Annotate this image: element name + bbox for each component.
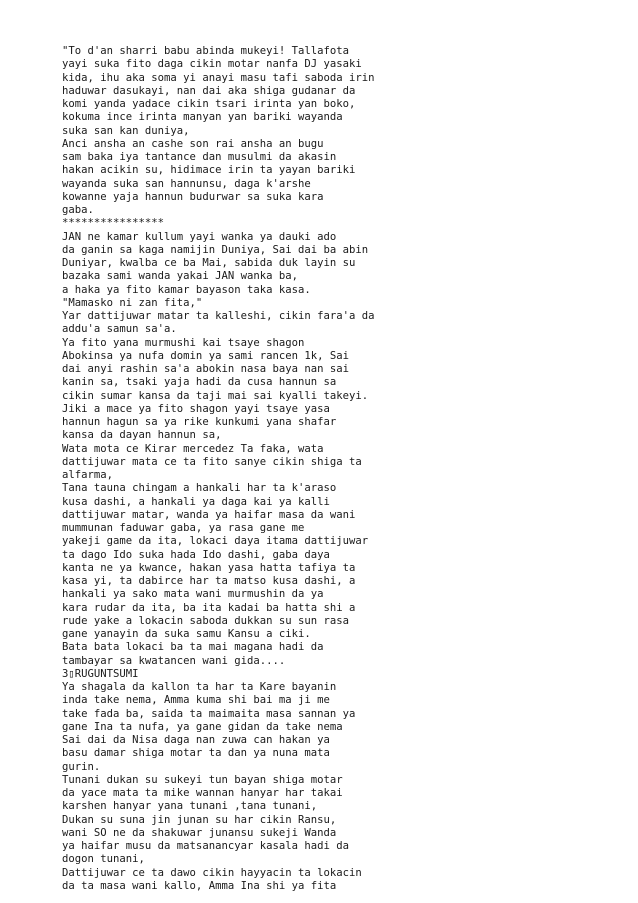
text-line: ya haifar musu da matsanancyar kasala hadi da [62,840,350,852]
text-line: Sai dai da Nisa daga nan zuwa can hakan ya [62,734,330,746]
story-text [62,45,582,893]
text-line: **************** [62,217,165,230]
text-line: wayanda suka san hannunsu, daga k'arshe [62,177,311,190]
text-line: sam baka iya tantance dan musulmi da akasin [62,151,337,163]
text-line: alfarma, [62,469,114,481]
text-line: Abokinsa ya nufa domin ya sami rancen 1k, Sai [62,349,350,362]
text-line: Ya fito yana murmushi kai tsaye shagon [62,336,305,349]
text-line: suka san kan duniya, [62,124,190,137]
text-line: Jiki a mace ya fito shagon yayi tsaye yasa [62,402,330,415]
text-line: kasa yi, ta dabirce har ta matso kusa dashi, a [62,575,356,587]
text-line: Dukan su suna jin junan su har cikin Ransu, [62,813,337,826]
text-line: JAN ne kamar kullum yayi wanka ya dauki ado [62,230,337,243]
text-line: dattijuwar matar, wanda ya haifar masa da wani [62,508,356,521]
text-line: addu'a samun sa'a. [62,323,177,336]
text-line: "Mamasko ni zan fita," [62,296,203,309]
text-line: kanta ne ya kwance, hakan yasa hatta tafiya ta [62,561,356,574]
text-line: mummunan faduwar gaba, ya rasa gane me [62,522,305,534]
text-line: gurin. [62,760,101,773]
text-line: da ta masa wani kallo, Amma Ina shi ya fita [62,879,337,892]
text-line: gaba. [62,204,94,216]
text-line: karshen hanyar yana tunani ,tana tunani, [62,800,318,813]
text-line: kowanne yaja hannun budurwar sa suka kara [62,190,324,203]
text-line: dai anyi rashin sa'a abokin nasa baya nan sai [62,363,350,375]
text-line: rude yake a lokacin saboda dukkan su sun rasa [62,614,350,627]
text-line: hakan acikin su, hidimace irin ta yayan bariki [62,164,356,177]
text-line: gane yanayin da suka samu Kansu a ciki. [62,628,311,640]
text-line: kida, ihu aka soma yi anayi masu tafi saboda irin [62,71,375,84]
text-line: da ganin sa kaga namijin Duniya, Sai dai ba abin [62,243,369,256]
text-line: kanin sa, tsaki yaja hadi da cusa hannun sa [62,376,337,389]
text-line: cikin sumar kansa da taji mai sai kyalli takeyi. [62,389,369,402]
text-line: yakeji game da ita, lokaci daya itama dattijuwar [62,535,369,548]
text-line: Dattijuwar ce ta dawo cikin hayyacin ta lokacin [62,866,362,879]
text-line: bazaka sami wanda yakai JAN wanka ba, [62,270,298,283]
text-line: ta dago Ido suka hada Ido dashi, gaba daya [62,548,330,561]
text-line: dogon tunani, [62,853,145,866]
text-line: basu damar shiga motar ta dan ya nuna mata [62,747,330,760]
text-line: da yace mata ta mike wannan hanyar har takai [62,787,343,799]
text-line: "To d'an sharri babu abinda mukeyi! Tallafota [62,45,350,57]
text-line: Ya shagala da kallon ta har ta Kare bayanin [62,681,337,693]
text-line: hankali ya sako mata wani murmushin da ya [62,588,324,601]
text-line: yayi suka fito daga cikin motar nanfa DJ yasaki [62,58,362,71]
text-line: 3▯RUGUNTSUMI [62,667,139,680]
text-line: wani SO ne da shakuwar junansu sukeji Wanda [62,826,337,839]
text-line: Yar dattijuwar matar ta kalleshi, cikin fara'a da [62,310,375,322]
text-line: tambayar sa kwatancen wani gida.... [62,654,286,667]
text-line: komi yanda yadace cikin tsari irinta yan boko, [62,98,356,110]
text-line: a haka ya fito kamar bayason taka kasa. [62,283,311,296]
text-line: Wata mota ce Kirar mercedez Ta faka, wata [62,442,324,455]
text-line: kusa dashi, a hankali ya daga kai ya kalli [62,495,330,508]
text-line: Bata bata lokaci ba ta mai magana hadi da [62,641,324,654]
text-line: kansa da dayan hannun sa, [62,429,222,442]
text-line: hannun hagun sa ya rike kunkumi yana shafar [62,416,337,428]
text-line: Tunani dukan su sukeyi tun bayan shiga motar [62,773,343,786]
text-line: Duniyar, kwalba ce ba Mai, sabida duk layin su [62,257,356,269]
text-line: Anci ansha an cashe son rai ansha an bugu [62,137,324,150]
text-line: kokuma ince irinta manyan yan bariki wayanda [62,111,343,124]
text-line: kara rudar da ita, ba ita kadai ba hatta shi a [62,601,356,614]
text-line: inda take nema, Amma kuma shi bai ma ji me [62,694,330,707]
text-line: take fada ba, saida ta maimaita masa sannan ya [62,707,356,720]
text-line: haduwar dasukayi, nan dai aka shiga gudanar da [62,84,356,97]
text-line: dattijuwar mata ce ta fito sanye cikin shiga ta [62,455,362,468]
text-line: Tana tauna chingam a hankali har ta k'araso [62,482,337,495]
text-line: gane Ina ta nufa, ya gane gidan da take nema [62,720,343,733]
